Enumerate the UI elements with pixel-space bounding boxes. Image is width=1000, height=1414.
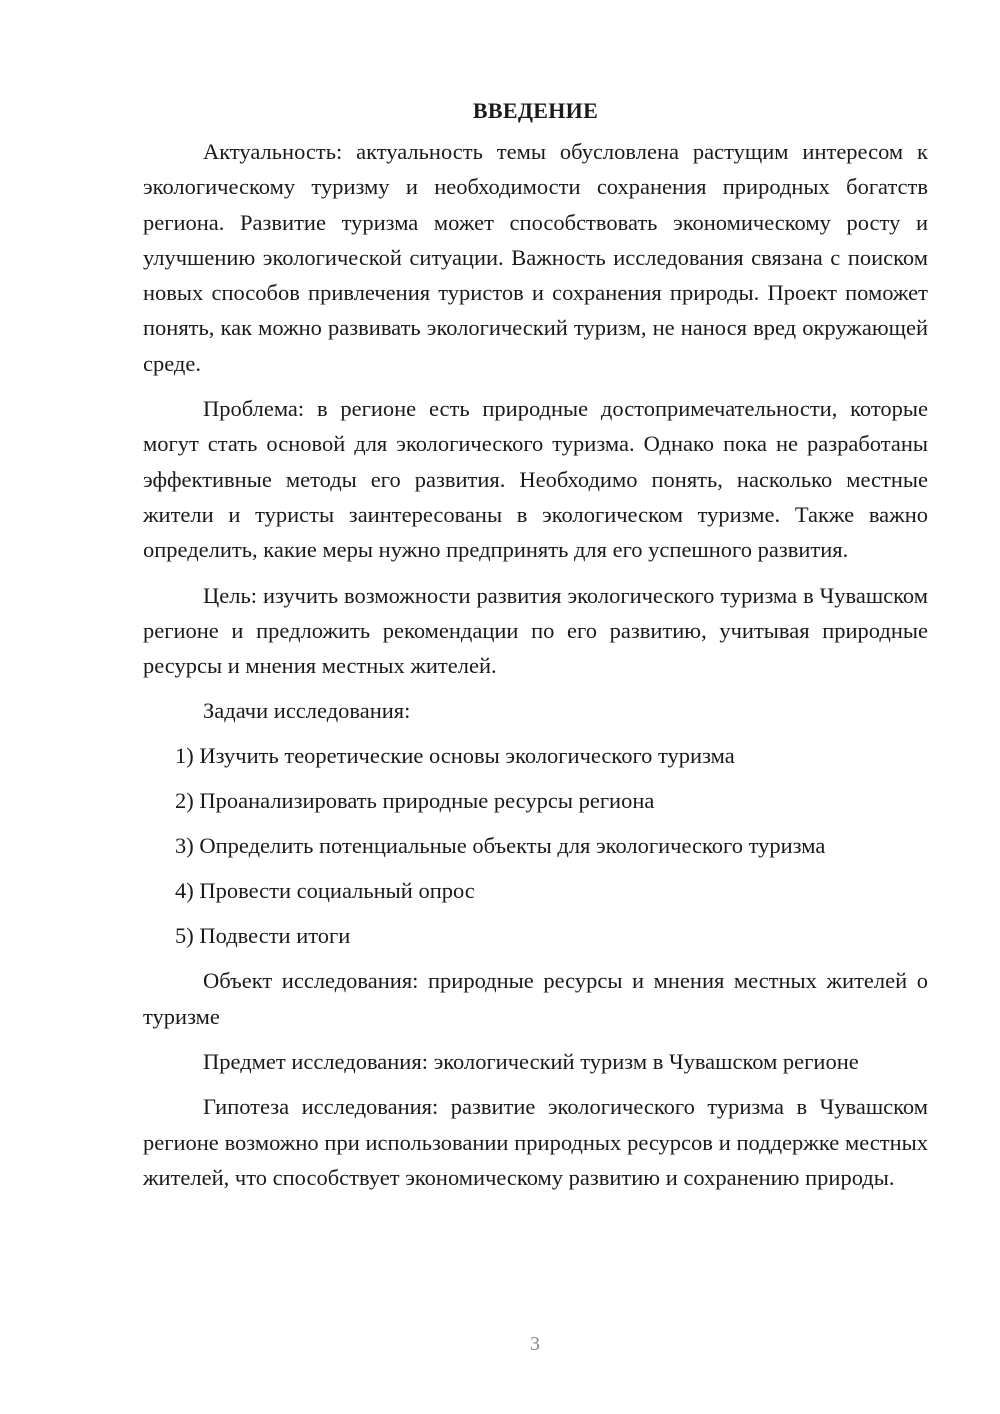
page-heading: ВВЕДЕНИЕ [472,98,599,123]
page-content [143,94,928,1205]
task-item-2: 2) Проанализировать природные ресурсы региона [175,788,655,814]
page-number: 3 [530,1333,540,1355]
relevance-paragraph: Актуальность: актуальность темы обусловлена растущим интересом к экологическому туризму и необходимости сохранения природных богатств региона. Развитие туризма может способствовать экономическому росту и улучшению экологической ситуации. Важность исследования связана с поиском новых способов привлечения туристов и сохранения природы. Проект поможет понять, как можно развивать экологический туризм, не нанося вред окружающей среде. [143,139,928,376]
task-item-1: 1) Изучить теоретические основы экологического туризма [175,743,735,769]
goal-paragraph: Цель: изучить возможности развития экологического туризма в Чувашском регионе и предложить рекомендации по его развитию, учитывая природные ресурсы и мнения местных жителей. [143,582,928,679]
problem-paragraph: Проблема: в регионе есть природные достопримечательности, которые могут стать основой для экологического туризма. Однако пока не разработаны эффективные методы его развития. Необходимо понять, насколько местные жители и туристы заинтересованы в экологическом туризме. Также важно определить, какие меры нужно предпринять для его успешного развития. [143,396,928,563]
task-item-4: 4) Провести социальный опрос [175,878,475,904]
object-paragraph: Объект исследования: природные ресурсы и мнения местных жителей о туризме [143,968,928,1029]
hypothesis-paragraph: Гипотеза исследования: развитие экологического туризма в Чувашском регионе возможно при использовании природных ресурсов и поддержке местных жителей, что способствует экономическому развитию и сохранению природы. [143,1094,928,1190]
tasks-label: Задачи исследования: [203,698,411,724]
task-item-3: 3) Определить потенциальные объекты для экологического туризма [175,833,826,859]
subject-paragraph: Предмет исследования: экологический туризм в Чувашском регионе [203,1049,859,1075]
task-item-5: 5) Подвести итоги [175,923,351,949]
tasks-list [143,738,928,953]
